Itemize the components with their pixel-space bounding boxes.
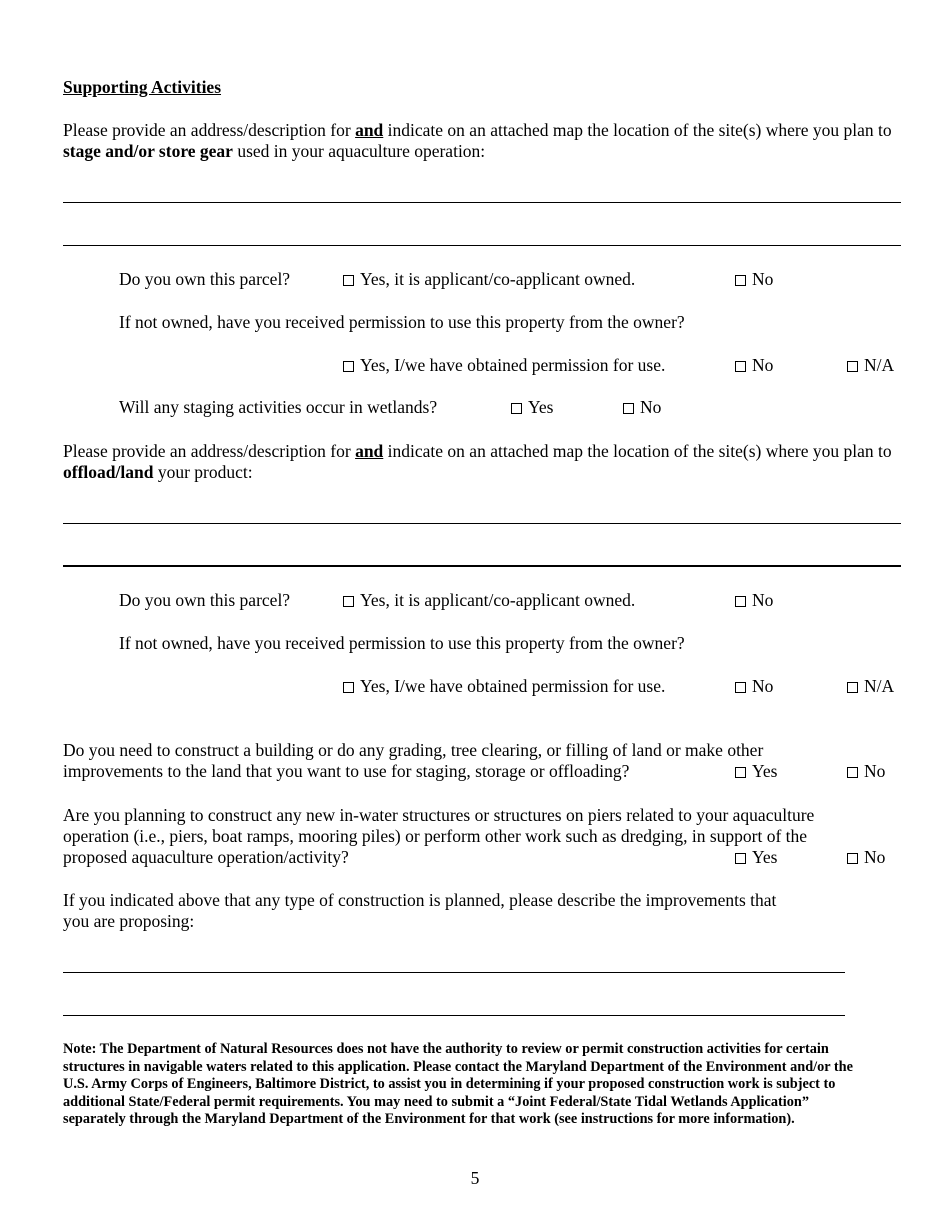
checkbox-icon xyxy=(623,403,634,414)
checkbox-icon xyxy=(735,767,746,778)
checkbox-icon xyxy=(735,682,746,693)
construct-land-question-line-1: Do you need to construct a building or do any grading, tree clearing, or filling of land or make other xyxy=(63,740,764,760)
describe-answer-line-1[interactable] xyxy=(63,972,845,973)
checkbox-icon xyxy=(847,361,858,372)
checkbox-icon xyxy=(735,275,746,286)
construct-water-no-checkbox[interactable]: No xyxy=(847,847,885,868)
stage-answer-line-1[interactable] xyxy=(63,202,901,203)
describe-prompt-line-2: you are proposing: xyxy=(63,911,195,931)
offload-permission-question: If not owned, have you received permission to use this property from the owner? xyxy=(119,633,685,653)
checkbox-icon xyxy=(343,361,354,372)
construct-water-question-line-2: operation (i.e., piers, boat ramps, mooring piles) or perform other work such as dredging, in support of the xyxy=(63,826,808,846)
page-number: 5 xyxy=(470,1168,480,1188)
construct-water-yes-checkbox[interactable]: Yes xyxy=(735,847,777,868)
stage-own-no-checkbox[interactable]: No xyxy=(735,269,773,290)
construct-land-yes-checkbox[interactable]: Yes xyxy=(735,761,777,782)
checkbox-icon xyxy=(847,682,858,693)
checkbox-icon xyxy=(847,853,858,864)
stage-perm-no-checkbox[interactable]: No xyxy=(735,355,773,376)
stage-perm-yes-checkbox[interactable]: Yes, I/we have obtained permission for use. xyxy=(343,355,665,376)
describe-prompt-line-1: If you indicated above that any type of construction is planned, please describe the improvements that xyxy=(63,890,777,910)
construct-land-question-line-2: improvements to the land that you want to use for staging, storage or offloading? xyxy=(63,761,630,781)
offload-perm-na-checkbox[interactable]: N/A xyxy=(847,676,894,697)
checkbox-icon xyxy=(847,767,858,778)
wetlands-no-checkbox[interactable]: No xyxy=(623,397,661,418)
stage-own-yes-checkbox[interactable]: Yes, it is applicant/co-applicant owned. xyxy=(343,269,635,290)
construct-land-no-checkbox[interactable]: No xyxy=(847,761,885,782)
offload-answer-line-1[interactable] xyxy=(63,523,901,524)
checkbox-icon xyxy=(735,596,746,607)
stage-answer-line-2[interactable] xyxy=(63,245,901,246)
note-paragraph: Note: The Department of Natural Resources does not have the authority to review or permit construction activities for certain structures in navigable waters related to this application. Please contact the Maryland Department of the Environment and/or the U.S. Army Corps of Engineers, Baltimore District, to assist you in determining if your proposed construction work is subject to additional State/Federal permit requirements. You may need to submit a “Joint Federal/State Tidal Wetlands Application” separately through the Maryland Department of the Environment for that work (see instructions for more information). xyxy=(63,1041,853,1128)
offload-answer-line-2[interactable] xyxy=(63,565,901,567)
checkbox-icon xyxy=(735,853,746,864)
offload-perm-yes-checkbox[interactable]: Yes, I/we have obtained permission for use. xyxy=(343,676,665,697)
wetlands-question: Will any staging activities occur in wetlands? xyxy=(119,397,438,417)
offload-own-question: Do you own this parcel? xyxy=(119,590,291,610)
offload-perm-no-checkbox[interactable]: No xyxy=(735,676,773,697)
offload-own-no-checkbox[interactable]: No xyxy=(735,590,773,611)
stage-own-question: Do you own this parcel? xyxy=(119,269,291,289)
construct-water-question-line-3: proposed aquaculture operation/activity? xyxy=(63,847,349,867)
checkbox-icon xyxy=(343,682,354,693)
stage-permission-question: If not owned, have you received permission to use this property from the owner? xyxy=(119,312,685,332)
construct-water-question-line-1: Are you planning to construct any new in-water structures or structures on piers related to your aquaculture xyxy=(63,805,815,825)
checkbox-icon xyxy=(735,361,746,372)
stage-prompt: Please provide an address/description for and indicate on an attached map the location of the site(s) where you plan to stage and/or store gear used in your aquaculture operation: xyxy=(63,120,892,161)
section-heading: Supporting Activities xyxy=(63,77,222,97)
stage-perm-na-checkbox[interactable]: N/A xyxy=(847,355,894,376)
checkbox-icon xyxy=(343,596,354,607)
describe-answer-line-2[interactable] xyxy=(63,1015,845,1016)
offload-own-yes-checkbox[interactable]: Yes, it is applicant/co-applicant owned. xyxy=(343,590,635,611)
wetlands-yes-checkbox[interactable]: Yes xyxy=(511,397,553,418)
checkbox-icon xyxy=(511,403,522,414)
checkbox-icon xyxy=(343,275,354,286)
offload-prompt: Please provide an address/description for and indicate on an attached map the location of the site(s) where you plan to offload/land your product: xyxy=(63,441,892,482)
